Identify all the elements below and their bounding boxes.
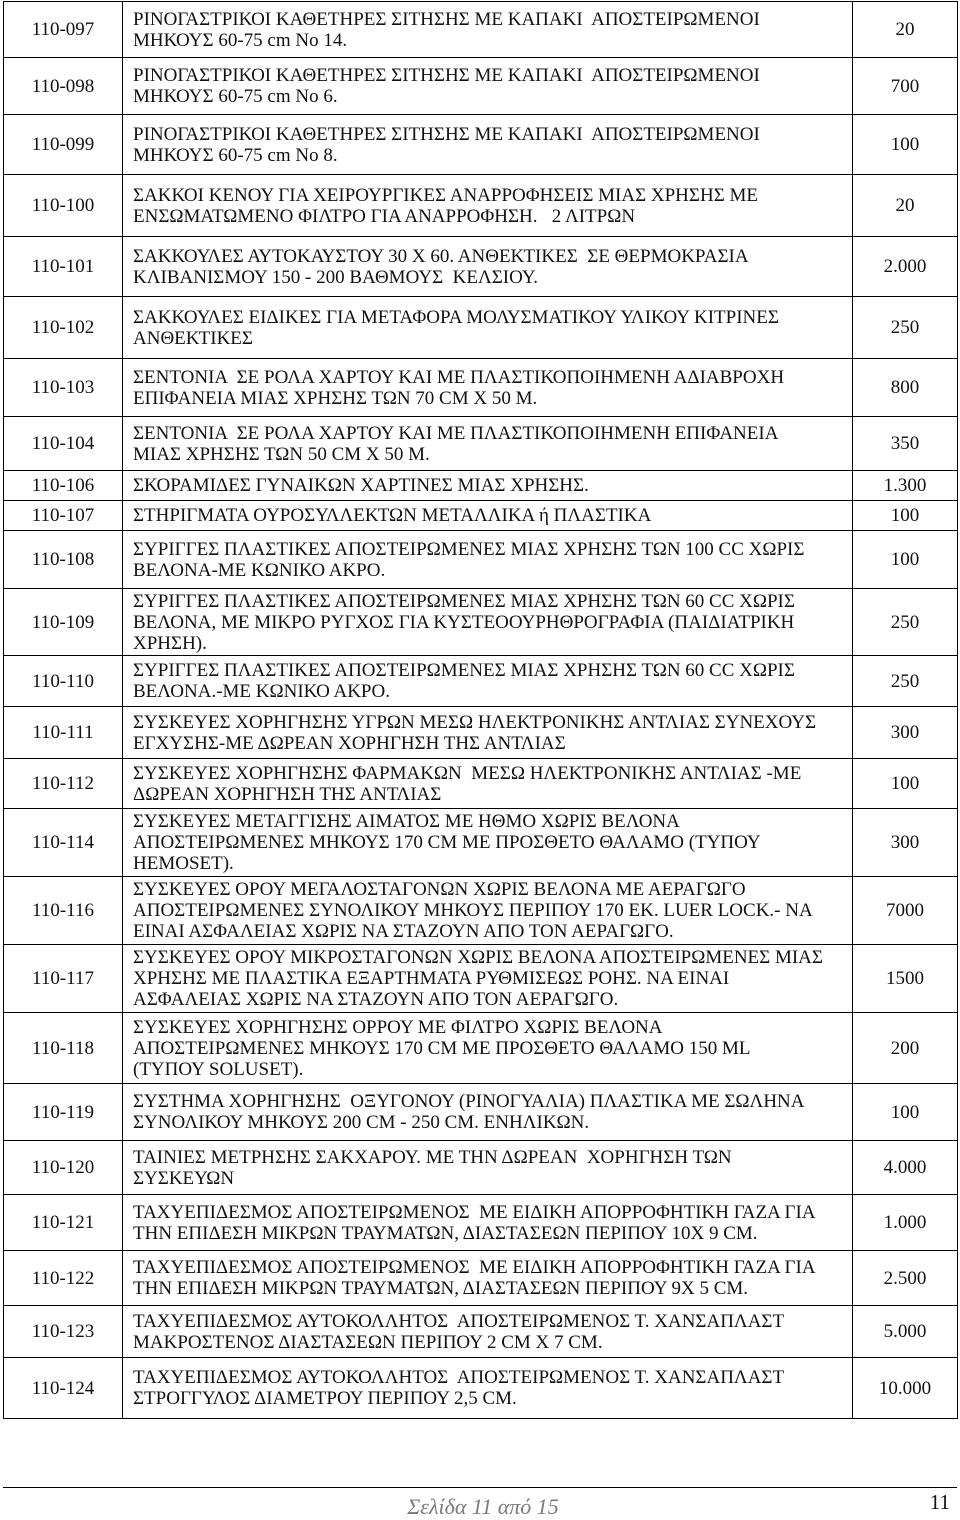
- description-line: ΜΑΚΡΟΣΤΕΝΟΣ ΔΙΑΣΤΑΣΕΩΝ ΠΕΡΙΠΟΥ 2 CM X 7 CM.: [133, 1331, 603, 1353]
- item-quantity: 250: [853, 656, 958, 707]
- item-quantity: 200: [853, 1013, 958, 1084]
- item-description: [123, 501, 853, 531]
- description-line: ΑΠΟΣΤΕΙΡΩΜΕΝΕΣ ΣΥΝΟΛΙΚΟΥ ΜΗΚΟΥΣ ΠΕΡΙΠΟΥ 170 ΕΚ. LUER LOCK.- ΝΑ: [133, 900, 813, 921]
- description-line: ΣΥΣΚΕΥΕΣ ΜΕΤΑΓΓΙΣΗΣ ΑΙΜΑΤΟΣ ΜΕ ΗΘΜΟ ΧΩΡΙΣ ΒΕΛΟΝΑ: [133, 811, 680, 832]
- item-code: 110-120: [4, 1141, 123, 1195]
- description-line: ΜΗΚΟΥΣ 60-75 cm No 6.: [133, 86, 338, 107]
- item-description: [123, 471, 853, 501]
- item-quantity: 800: [853, 359, 958, 417]
- item-description: [123, 1358, 853, 1419]
- description-line: ΣΥΡΙΓΓΕΣ ΠΛΑΣΤΙΚΕΣ ΑΠΟΣΤΕΙΡΩΜΕΝΕΣ ΜΙΑΣ ΧΡΗΣΗΣ ΤΩΝ 60 CC ΧΩΡΙΣ: [133, 660, 795, 681]
- table-row: [4, 115, 958, 175]
- description-line: ΑΝΘΕΚΤΙΚΕΣ: [133, 327, 253, 349]
- items-table-body: [4, 2, 958, 1419]
- description-line: ΣΥΡΙΓΓΕΣ ΠΛΑΣΤΙΚΕΣ ΑΠΟΣΤΕΙΡΩΜΕΝΕΣ ΜΙΑΣ ΧΡΗΣΗΣ ΤΩΝ 60 CC ΧΩΡΙΣ: [133, 590, 795, 612]
- item-quantity: 300: [853, 809, 958, 877]
- table-row: [4, 297, 958, 359]
- table-row: [4, 58, 958, 115]
- item-code: 110-124: [4, 1358, 123, 1419]
- item-quantity: 20: [853, 175, 958, 237]
- description-line: ΣΕΝΤΟΝΙΑ ΣΕ ΡΟΛΑ ΧΑΡΤΟΥ ΚΑΙ ΜΕ ΠΛΑΣΤΙΚΟΠΟΙΗΜΕΝΗ ΕΠΙΦΑΝΕΙΑ: [133, 422, 779, 444]
- table-row: [4, 1358, 958, 1419]
- description-line: ΜΗΚΟΥΣ 60-75 cm No 14.: [133, 29, 348, 51]
- description-line: ΤΑΧΥΕΠΙΔΕΣΜΟΣ ΑΠΟΣΤΕΙΡΩΜΕΝΟΣ ΜΕ ΕΙΔΙΚΗ ΑΠΟΡΡΟΦΗΤΙΚΗ ΓΑΖΑ ΓΙΑ: [133, 1201, 816, 1223]
- description-line: ΕΝΣΩΜΑΤΩΜΕΝΟ ΦΙΛΤΡΟ ΓΙΑ ΑΝΑΡΡΟΦΗΣΗ. 2 ΛΙΤΡΩΝ: [133, 205, 636, 227]
- item-description: [123, 115, 853, 175]
- item-description: [123, 1084, 853, 1141]
- table-row: [4, 759, 958, 809]
- description-line: ΣΑΚΚΟΙ ΚΕΝΟΥ ΓΙΑ ΧΕΙΡΟΥΡΓΙΚΕΣ ΑΝΑΡΡΟΦΗΣΕΙΣ ΜΙΑΣ ΧΡΗΣΗΣ ΜΕ: [133, 184, 758, 206]
- item-quantity: 300: [853, 707, 958, 759]
- description-line: ΡΙΝΟΓΑΣΤΡΙΚΟΙ ΚΑΘΕΤΗΡΕΣ ΣΙΤΗΣΗΣ ΜΕ ΚΑΠΑΚΙ ΑΠΟΣΤΕΙΡΩΜΕΝΟΙ: [133, 123, 760, 145]
- item-description: [123, 1251, 853, 1306]
- item-code: 110-109: [4, 589, 123, 656]
- table-row: [4, 1306, 958, 1358]
- description-line: ΔΩΡΕΑΝ ΧΟΡΗΓΗΣΗ ΤΗΣ ΑΝΤΛΙΑΣ: [133, 783, 442, 805]
- item-code: 110-104: [4, 417, 123, 471]
- page-label: Σελίδα 11 από 15: [407, 1494, 559, 1519]
- item-code: 110-108: [4, 531, 123, 589]
- description-line: ΡΙΝΟΓΑΣΤΡΙΚΟΙ ΚΑΘΕΤΗΡΕΣ ΣΙΤΗΣΗΣ ΜΕ ΚΑΠΑΚΙ ΑΠΟΣΤΕΙΡΩΜΕΝΟΙ: [133, 65, 760, 86]
- table-row: [4, 417, 958, 471]
- description-line: ΣΥΣΚΕΥΩΝ: [133, 1167, 235, 1189]
- table-row: [4, 359, 958, 417]
- table-row: [4, 877, 958, 945]
- description-line: ΣΥΣΚΕΥΕΣ ΧΟΡΗΓΗΣΗΣ ΦΑΡΜΑΚΩΝ ΜΕΣΩ ΗΛΕΚΤΡΟΝΙΚΗΣ ΑΝΤΛΙΑΣ -ΜΕ: [133, 762, 802, 784]
- item-quantity: 20: [853, 2, 958, 58]
- description-line: ΤΑΧΥΕΠΙΔΕΣΜΟΣ ΑΠΟΣΤΕΙΡΩΜΕΝΟΣ ΜΕ ΕΙΔΙΚΗ ΑΠΟΡΡΟΦΗΤΙΚΗ ΓΑΖΑ ΓΙΑ: [133, 1257, 816, 1278]
- table-row: [4, 809, 958, 877]
- item-code: 110-110: [4, 656, 123, 707]
- item-description: [123, 809, 853, 877]
- item-quantity: 10.000: [853, 1358, 958, 1419]
- description-line: ΚΛΙΒΑΝΙΣΜΟΥ 150 - 200 ΒΑΘΜΟΥΣ ΚΕΛΣΙΟΥ.: [133, 266, 539, 288]
- description-line: ΣΤΡΟΓΓΥΛΟΣ ΔΙΑΜΕΤΡΟΥ ΠΕΡΙΠΟΥ 2,5 CM.: [133, 1388, 517, 1409]
- description-line: ΒΕΛΟΝΑ-ΜΕ ΚΩΝΙΚΟ ΑΚΡΟ.: [133, 559, 386, 581]
- item-quantity: 100: [853, 759, 958, 809]
- description-line: ΣΥΡΙΓΓΕΣ ΠΛΑΣΤΙΚΕΣ ΑΠΟΣΤΕΙΡΩΜΕΝΕΣ ΜΙΑΣ ΧΡΗΣΗΣ ΤΩΝ 100 CC ΧΩΡΙΣ: [133, 538, 805, 560]
- description-line: ΣΑΚΚΟΥΛΕΣ ΑΥΤΟΚΑΥΣΤΟΥ 30 Χ 60. ΑΝΘΕΚΤΙΚΕΣ ΣΕ ΘΕΡΜΟΚΡΑΣΙΑ: [133, 245, 749, 267]
- description-line: ΣΥΣΚΕΥΕΣ ΧΟΡΗΓΗΣΗΣ ΟΡΡΟΥ ΜΕ ΦΙΛΤΡΟ ΧΩΡΙΣ ΒΕΛΟΝΑ: [133, 1016, 663, 1038]
- description-line: ΣΚΟΡΑΜΙΔΕΣ ΓΥΝΑΙΚΩΝ ΧΑΡΤΙΝΕΣ ΜΙΑΣ ΧΡΗΣΗΣ.: [133, 475, 589, 496]
- description-line: ΤΗΝ ΕΠΙΔΕΣΗ ΜΙΚΡΩΝ ΤΡΑΥΜΑΤΩΝ, ΔΙΑΣΤΑΣΕΩΝ ΠΕΡΙΠΟΥ 9Χ 5 CM.: [133, 1278, 749, 1299]
- description-line: ΡΙΝΟΓΑΣΤΡΙΚΟΙ ΚΑΘΕΤΗΡΕΣ ΣΙΤΗΣΗΣ ΜΕ ΚΑΠΑΚΙ ΑΠΟΣΤΕΙΡΩΜΕΝΟΙ: [133, 8, 760, 30]
- table-row: [4, 175, 958, 237]
- item-quantity: 7000: [853, 877, 958, 945]
- description-line: ΣΥΣΚΕΥΕΣ ΟΡΟΥ ΜΕΓΑΛΟΣΤΑΓΟΝΩΝ ΧΩΡΙΣ ΒΕΛΟΝΑ ΜΕ ΑΕΡΑΓΩΓΟ: [133, 879, 746, 900]
- item-code: 110-097: [4, 2, 123, 58]
- footer-divider: [3, 1487, 957, 1488]
- description-line: ΣΕΝΤΟΝΙΑ ΣΕ ΡΟΛΑ ΧΑΡΤΟΥ ΚΑΙ ΜΕ ΠΛΑΣΤΙΚΟΠΟΙΗΜΕΝΗ ΑΔΙΑΒΡΟΧΗ: [133, 366, 785, 388]
- item-quantity: 100: [853, 1084, 958, 1141]
- item-description: [123, 2, 853, 58]
- table-row: [4, 1141, 958, 1195]
- description-line: ΤΑΧΥΕΠΙΔΕΣΜΟΣ ΑΥΤΟΚΟΛΛΗΤΟΣ ΑΠΟΣΤΕΙΡΩΜΕΝΟΣ Τ. ΧΑΝΣΑΠΛΑΣΤ: [133, 1310, 785, 1332]
- item-code: 110-112: [4, 759, 123, 809]
- item-quantity: 250: [853, 589, 958, 656]
- table-row: [4, 531, 958, 589]
- description-line: ΣΥΣΚΕΥΕΣ ΟΡΟΥ ΜΙΚΡΟΣΤΑΓΟΝΩΝ ΧΩΡΙΣ ΒΕΛΟΝΑ ΑΠΟΣΤΕΙΡΩΜΕΝΕΣ ΜΙΑΣ: [133, 947, 823, 968]
- item-quantity: 350: [853, 417, 958, 471]
- table-row: [4, 2, 958, 58]
- description-line: ΤΑΙΝΙΕΣ ΜΕΤΡΗΣΗΣ ΣΑΚΧΑΡΟΥ. ΜΕ ΤΗΝ ΔΩΡΕΑΝ ΧΟΡΗΓΗΣΗ ΤΩΝ: [133, 1146, 732, 1168]
- item-quantity: 100: [853, 531, 958, 589]
- description-line: ΣΥΝΟΛΙΚΟΥ ΜΗΚΟΥΣ 200 CM - 250 CM. ΕΝΗΛΙΚΩΝ.: [133, 1112, 590, 1133]
- description-line: (ΤΥΠΟΥ SOLUSET).: [133, 1058, 304, 1080]
- item-code: 110-102: [4, 297, 123, 359]
- table-row: [4, 589, 958, 656]
- item-quantity: 4.000: [853, 1141, 958, 1195]
- item-code: 110-100: [4, 175, 123, 237]
- description-line: ΕΓΧΥΣΗΣ-ΜΕ ΔΩΡΕΑΝ ΧΟΡΗΓΗΣΗ ΤΗΣ ΑΝΤΛΙΑΣ: [133, 732, 566, 754]
- description-line: ΕΠΙΦΑΝΕΙΑ ΜΙΑΣ ΧΡΗΣΗΣ ΤΩΝ 70 CM X 50 M.: [133, 387, 538, 409]
- item-description: [123, 359, 853, 417]
- item-description: [123, 877, 853, 945]
- item-description: [123, 417, 853, 471]
- description-line: ΑΣΦΑΛΕΙΑΣ ΧΩΡΙΣ ΝΑ ΣΤΑΖΟΥΝ ΑΠΟ ΤΟΝ ΑΕΡΑΓΩΓΟ.: [133, 989, 619, 1010]
- description-line: ΒΕΛΟΝΑ.-ΜΕ ΚΩΝΙΚΟ ΑΚΡΟ.: [133, 681, 390, 702]
- page-number: 11: [929, 1490, 950, 1514]
- description-line: ΧΡΗΣΗ).: [133, 632, 207, 654]
- item-description: [123, 656, 853, 707]
- description-line: ΒΕΛΟΝΑ, ΜΕ ΜΙΚΡΟ ΡΥΓΧΟΣ ΓΙΑ ΚΥΣΤΕΟΟΥΡΗΘΡΟΓΡΑΦΙΑ (ΠΑΙΔΙΑΤΡΙΚΗ: [133, 611, 795, 633]
- item-quantity: 1.000: [853, 1195, 958, 1251]
- item-code: 110-118: [4, 1013, 123, 1084]
- item-quantity: 100: [853, 115, 958, 175]
- item-code: 110-111: [4, 707, 123, 759]
- item-description: [123, 297, 853, 359]
- item-description: [123, 707, 853, 759]
- item-code: 110-121: [4, 1195, 123, 1251]
- item-code: 110-107: [4, 501, 123, 531]
- item-description: [123, 1013, 853, 1084]
- description-line: ΤΑΧΥΕΠΙΔΕΣΜΟΣ ΑΥΤΟΚΟΛΛΗΤΟΣ ΑΠΟΣΤΕΙΡΩΜΕΝΟΣ Τ. ΧΑΝΣΑΠΛΑΣΤ: [133, 1367, 785, 1388]
- table-row: [4, 1251, 958, 1306]
- item-description: [123, 175, 853, 237]
- item-quantity: 2.500: [853, 1251, 958, 1306]
- item-code: 110-101: [4, 237, 123, 297]
- description-line: ΣΑΚΚΟΥΛΕΣ ΕΙΔΙΚΕΣ ΓΙΑ ΜΕΤΑΦΟΡΑ ΜΟΛΥΣΜΑΤΙΚΟΥ ΥΛΙΚΟΥ ΚΙΤΡΙΝΕΣ: [133, 306, 779, 328]
- item-quantity: 2.000: [853, 237, 958, 297]
- item-quantity: 1.300: [853, 471, 958, 501]
- item-quantity: 250: [853, 297, 958, 359]
- item-code: 110-106: [4, 471, 123, 501]
- description-line: ΣΥΣΚΕΥΕΣ ΧΟΡΗΓΗΣΗΣ ΥΓΡΩΝ ΜΕΣΩ ΗΛΕΚΤΡΟΝΙΚΗΣ ΑΝΤΛΙΑΣ ΣΥΝΕΧΟΥΣ: [133, 711, 817, 733]
- item-code: 110-119: [4, 1084, 123, 1141]
- description-line: HEMOSET).: [133, 853, 234, 874]
- item-code: 110-117: [4, 945, 123, 1013]
- item-quantity: 5.000: [853, 1306, 958, 1358]
- item-description: [123, 759, 853, 809]
- item-code: 110-122: [4, 1251, 123, 1306]
- table-row: [4, 237, 958, 297]
- description-line: ΣΥΣΤΗΜΑ ΧΟΡΗΓΗΣΗΣ ΟΞΥΓΟΝΟΥ (ΡΙΝΟΓΥΑΛΙΑ) ΠΛΑΣΤΙΚΑ ΜΕ ΣΩΛΗΝΑ: [133, 1091, 805, 1112]
- table-row: [4, 471, 958, 501]
- item-code: 110-098: [4, 58, 123, 115]
- item-code: 110-116: [4, 877, 123, 945]
- description-line: ΜΙΑΣ ΧΡΗΣΗΣ ΤΩΝ 50 CM X 50 M.: [133, 443, 430, 465]
- item-code: 110-114: [4, 809, 123, 877]
- table-row: [4, 656, 958, 707]
- table-row: [4, 945, 958, 1013]
- item-quantity: 1500: [853, 945, 958, 1013]
- table-row: [4, 1084, 958, 1141]
- description-line: ΣΤΗΡΙΓΜΑΤΑ ΟΥΡΟΣΥΛΛΕΚΤΩΝ ΜΕΤΑΛΛΙΚΑ ή ΠΛΑΣΤΙΚΑ: [133, 505, 652, 526]
- item-quantity: 100: [853, 501, 958, 531]
- item-description: [123, 58, 853, 115]
- item-description: [123, 531, 853, 589]
- item-code: 110-099: [4, 115, 123, 175]
- item-description: [123, 1141, 853, 1195]
- item-code: 110-123: [4, 1306, 123, 1358]
- table-row: [4, 501, 958, 531]
- table-row: [4, 1195, 958, 1251]
- description-line: ΜΗΚΟΥΣ 60-75 cm No 8.: [133, 144, 338, 166]
- table-row: [4, 707, 958, 759]
- description-line: ΑΠΟΣΤΕΙΡΩΜΕΝΕΣ ΜΗΚΟΥΣ 170 CM ΜΕ ΠΡΟΣΘΕΤΟ ΘΑΛΑΜΟ (ΤΥΠΟΥ: [133, 832, 761, 853]
- item-description: [123, 945, 853, 1013]
- item-description: [123, 589, 853, 656]
- item-description: [123, 1195, 853, 1251]
- description-line: ΤΗΝ ΕΠΙΔΕΣΗ ΜΙΚΡΩΝ ΤΡΑΥΜΑΤΩΝ, ΔΙΑΣΤΑΣΕΩΝ ΠΕΡΙΠΟΥ 10Χ 9 CM.: [133, 1222, 758, 1244]
- description-line: ΑΠΟΣΤΕΙΡΩΜΕΝΕΣ ΜΗΚΟΥΣ 170 CM ΜΕ ΠΡΟΣΘΕΤΟ ΘΑΛΑΜΟ 150 ML: [133, 1037, 751, 1059]
- description-line: ΧΡΗΣΗΣ ΜΕ ΠΛΑΣΤΙΚΑ ΕΞΑΡΤΗΜΑΤΑ ΡΥΘΜΙΣΕΩΣ ΡΟΗΣ. ΝΑ ΕΙΝΑΙ: [133, 968, 730, 989]
- item-description: [123, 237, 853, 297]
- item-quantity: 700: [853, 58, 958, 115]
- item-description: [123, 1306, 853, 1358]
- table-row: [4, 1013, 958, 1084]
- item-code: 110-103: [4, 359, 123, 417]
- items-table: [3, 1, 958, 1419]
- description-line: ΕΙΝΑΙ ΑΣΦΑΛΕΙΑΣ ΧΩΡΙΣ ΝΑ ΣΤΑΖΟΥΝ ΑΠΟ ΤΟΝ ΑΕΡΑΓΩΓΟ.: [133, 921, 674, 942]
